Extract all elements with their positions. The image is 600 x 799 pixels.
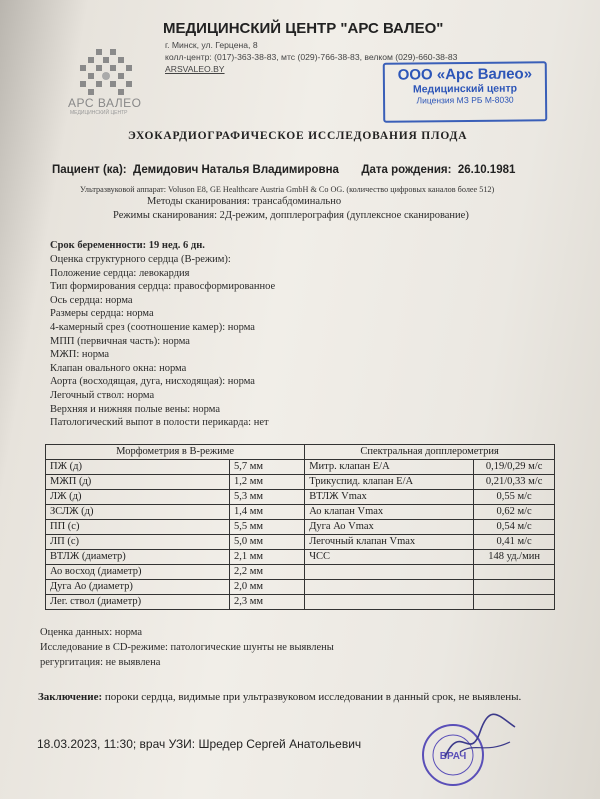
finding-line: 4-камерный срез (соотношение камер): норма xyxy=(50,321,255,333)
cell-left-value: 5,5 мм xyxy=(230,520,305,535)
address: г. Минск, ул. Герцена, 8 xyxy=(165,40,258,50)
cell-left-value: 5,3 мм xyxy=(230,490,305,505)
doppler-header: Спектральная допплерометрия xyxy=(305,445,555,460)
table-row xyxy=(46,565,555,580)
table-row xyxy=(46,460,555,475)
cell-left-label: ЗСЛЖ (д) xyxy=(46,505,230,520)
patient-label: Пациент (ка): xyxy=(52,164,127,176)
cell-left-label: ЛЖ (д) xyxy=(46,490,230,505)
finding-line: Оценка структурного сердца (В-режим): xyxy=(50,254,231,265)
table-row xyxy=(46,550,555,565)
seal-text: ВРАЧ xyxy=(439,751,467,762)
cell-left-value: 5,7 мм xyxy=(230,460,305,475)
cell-left-label: Лег. ствол (диаметр) xyxy=(46,595,230,610)
website-link[interactable]: ARSVALEO.BY xyxy=(165,64,225,74)
finding-line: Клапан овального окна: норма xyxy=(50,362,187,374)
cell-left-value: 1,4 мм xyxy=(230,505,305,520)
cell-left-label: ВТЛЖ (диаметр) xyxy=(46,550,230,565)
device-line: Ультразвуковой аппарат: Voluson E8, GE Healthcare Austria GmbH & Co OG. (количество цифровых каналов более 512) xyxy=(80,185,495,194)
dob-label: Дата рождения: xyxy=(361,164,452,176)
cell-right-value: 0,62 м/с xyxy=(474,505,555,520)
table-row xyxy=(46,595,555,610)
cell-right-label: Дуга Ао Vmax xyxy=(305,520,474,535)
finding-line: Верхняя и нижняя полые вены: норма xyxy=(50,403,220,415)
conclusion xyxy=(38,689,578,705)
table-header-row xyxy=(46,445,555,460)
finding-line: Аорта (восходящая, дуга, нисходящая): норма xyxy=(50,376,255,388)
findings-list xyxy=(50,253,275,430)
cell-right-value: 148 уд./мин xyxy=(474,550,555,565)
cell-right-label: Митр. клапан E/A xyxy=(305,460,474,475)
cell-left-value: 2,2 мм xyxy=(230,565,305,580)
cell-left-label: МЖП (д) xyxy=(46,475,230,490)
finding-line: Ось сердца: норма xyxy=(50,294,133,306)
table-row xyxy=(46,475,555,490)
center-name: МЕДИЦИНСКИЙ ЦЕНТР "АРС ВАЛЕО" xyxy=(163,20,444,37)
conclusion-label: Заключение: xyxy=(38,691,103,703)
gestation-term: Срок беременности: 19 нед. 6 дн. xyxy=(50,240,205,251)
cell-right-value xyxy=(474,580,555,595)
cell-right-label: ВТЛЖ Vmax xyxy=(305,490,474,505)
cell-left-label: ПП (с) xyxy=(46,520,230,535)
finding-line: Тип формирования сердца: правосформированное xyxy=(50,281,276,293)
cell-right-label: Трикуспид. клапан E/A xyxy=(305,475,474,490)
table-row xyxy=(46,535,555,550)
signature-line: 18.03.2023, 11:30; врач УЗИ: Шредер Сергей Анатольевич xyxy=(37,737,362,751)
cell-left-value: 1,2 мм xyxy=(230,475,305,490)
finding-line: Положение сердца: левокардия xyxy=(50,267,190,279)
stamp-line3: Лицензия МЗ РБ М-8030 xyxy=(416,94,514,106)
patient-line xyxy=(52,164,515,176)
cell-left-value: 2,3 мм xyxy=(230,595,305,610)
stamp-line2: Медицинский центр xyxy=(412,82,518,96)
cell-right-label: ЧСС xyxy=(305,550,474,565)
cell-right-label xyxy=(305,580,474,595)
table-row xyxy=(46,580,555,595)
finding-line: Размеры сердца: норма xyxy=(50,308,154,320)
modes-line: Режимы сканирования: 2Д-режим, допплерография (дуплексное сканирование) xyxy=(113,210,469,221)
dob-value: 26.10.1981 xyxy=(457,164,516,176)
cell-right-label xyxy=(305,565,474,580)
measurements-table xyxy=(45,444,555,610)
cell-left-value: 5,0 мм xyxy=(230,535,305,550)
clinic-stamp xyxy=(383,61,548,122)
cell-left-label: ЛП (с) xyxy=(46,535,230,550)
assessment-block xyxy=(40,625,334,670)
cell-right-value: 0,54 м/с xyxy=(474,520,555,535)
cell-left-value: 2,1 мм xyxy=(230,550,305,565)
cell-left-label: Ао восход (диаметр) xyxy=(46,565,230,580)
assessment-line: Оценка данных: норма xyxy=(40,627,142,638)
cell-right-value: 0,55 м/с xyxy=(474,490,555,505)
stamp-line1: ООО «Арс Валео» xyxy=(397,65,533,84)
conclusion-text: пороки сердца, видимые при ультразвуковом исследовании в данный срок, не выявлены. xyxy=(104,691,522,703)
table-row xyxy=(46,490,555,505)
table-row xyxy=(46,505,555,520)
finding-line: Патологический выпот в полости перикарда: нет xyxy=(50,417,269,429)
cell-right-value: 0,21/0,33 м/с xyxy=(474,475,555,490)
cell-left-value: 2,0 мм xyxy=(230,580,305,595)
cell-right-label xyxy=(305,595,474,610)
methods-line: Методы сканирования: трансабдоминально xyxy=(147,196,342,207)
assessment-line: регургитация: не выявлена xyxy=(40,657,161,668)
cell-right-value xyxy=(474,565,555,580)
phones: колл-центр: (017)-363-38-83, мтс (029)-766-38-83, велком (029)-660-38-83 xyxy=(165,52,458,62)
logo-text: АРС ВАЛЕО xyxy=(68,96,142,110)
finding-line: МЖП: норма xyxy=(50,349,110,361)
document-title: ЭХОКАРДИОГРАФИЧЕСКОЕ ИССЛЕДОВАНИЯ ПЛОДА xyxy=(128,130,468,142)
patient-name: Демидович Наталья Владимировна xyxy=(133,164,339,176)
finding-line: МПП (первичная часть): норма xyxy=(50,335,190,347)
cell-right-label: Ао клапан Vmax xyxy=(305,505,474,520)
cell-left-label: Дуга Ао (диаметр) xyxy=(46,580,230,595)
cell-right-value: 0,19/0,29 м/с xyxy=(474,460,555,475)
logo-subtext: МЕДИЦИНСКИЙ ЦЕНТР xyxy=(70,110,128,116)
signature-scribble-icon xyxy=(440,712,520,772)
assessment-line: Исследование в CD-режиме: патологические шунты не выявлены xyxy=(40,642,334,653)
cell-right-label: Легочный клапан Vmax xyxy=(305,535,474,550)
cell-right-value xyxy=(474,595,555,610)
finding-line: Легочный ствол: норма xyxy=(50,389,155,401)
cell-right-value: 0,41 м/с xyxy=(474,535,555,550)
cell-left-label: ПЖ (д) xyxy=(46,460,230,475)
table-row xyxy=(46,520,555,535)
morphometry-header: Морфометрия в В-режиме xyxy=(46,445,305,460)
